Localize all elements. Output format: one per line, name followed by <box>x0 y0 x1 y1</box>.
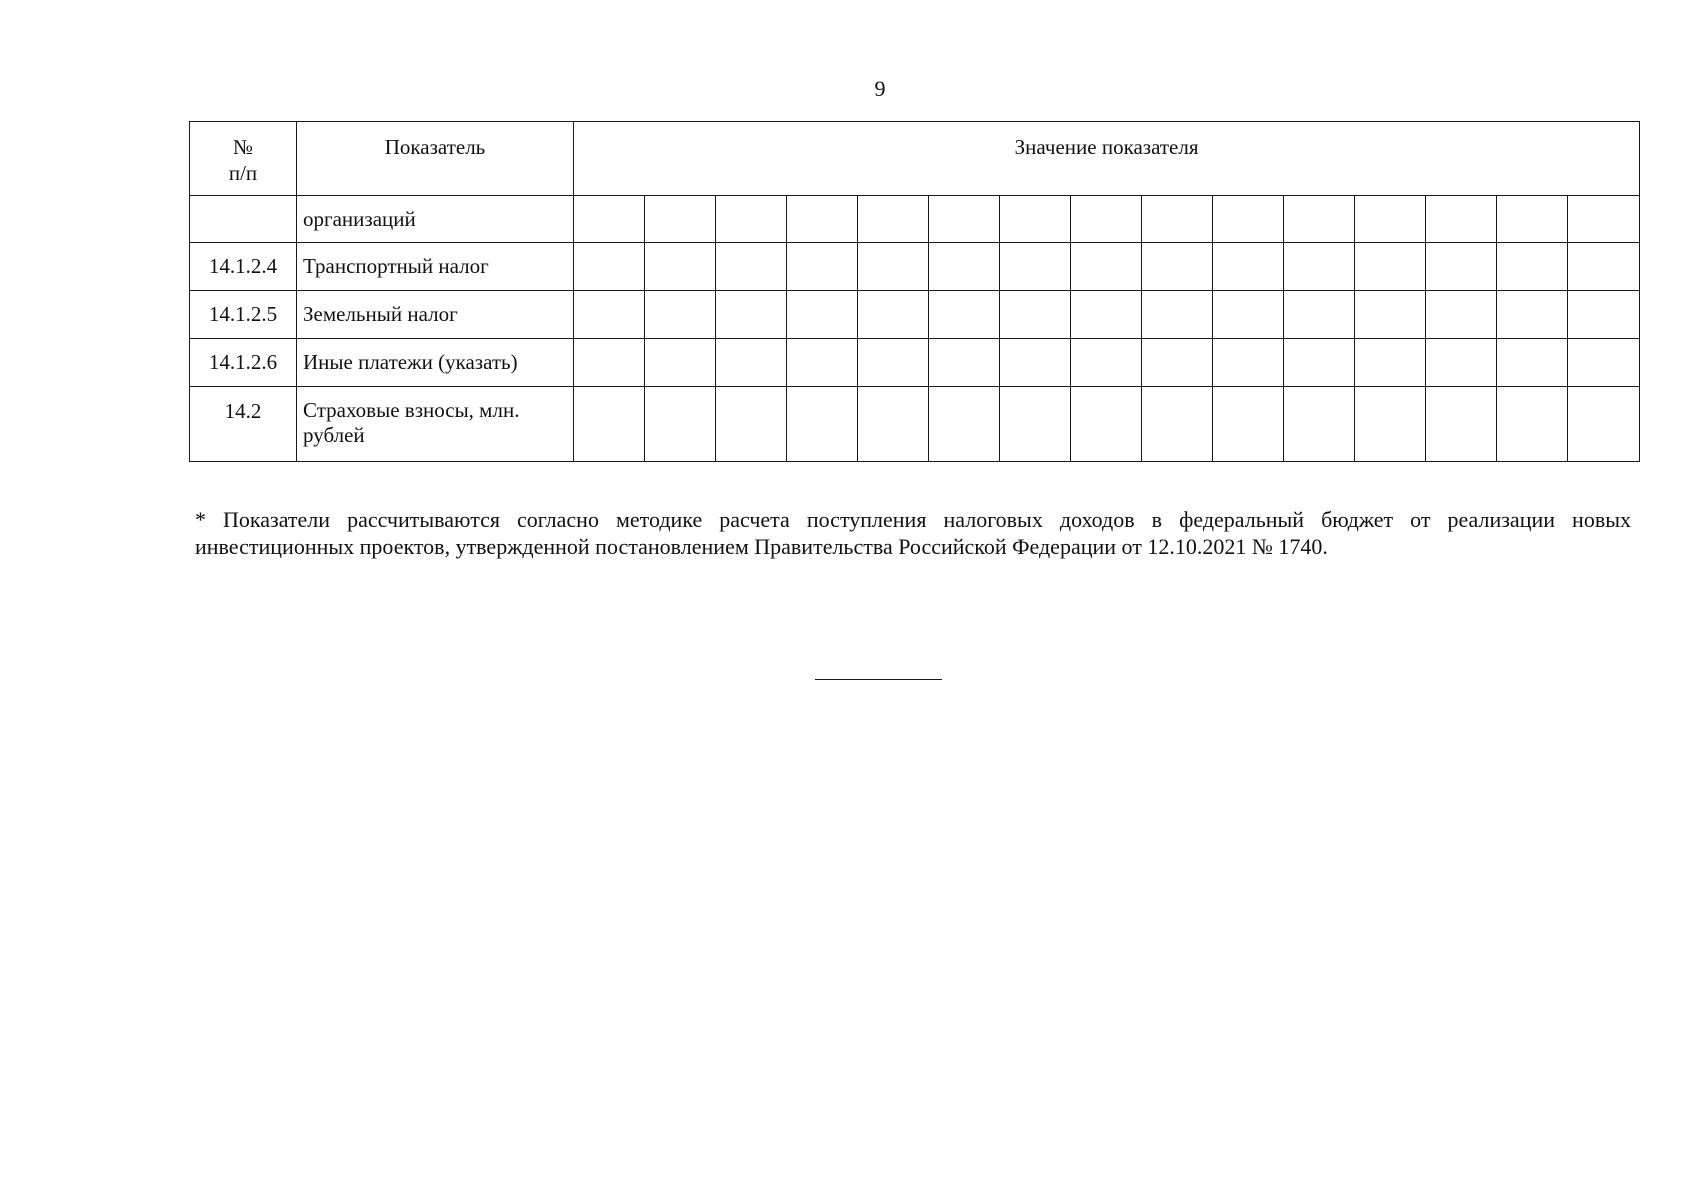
value-cell <box>1284 291 1355 339</box>
header-number <box>190 122 297 196</box>
table-row <box>190 196 1640 243</box>
value-cell <box>1497 387 1568 462</box>
table-row <box>190 387 1640 462</box>
value-cell <box>1568 339 1640 387</box>
value-cell <box>929 339 1000 387</box>
value-cell <box>787 291 858 339</box>
value-cell <box>787 339 858 387</box>
page-number: 9 <box>874 76 886 101</box>
row-indicator: Иные платежи (указать) <box>297 339 574 387</box>
value-cell <box>1000 339 1071 387</box>
header-number-label: № п/п <box>228 135 258 185</box>
value-cell <box>1426 243 1497 291</box>
value-cell <box>929 387 1000 462</box>
value-cell <box>574 339 645 387</box>
row-number: 14.1.2.5 <box>190 291 297 339</box>
value-cell <box>1426 387 1497 462</box>
value-cell <box>1142 291 1213 339</box>
value-cell <box>1426 339 1497 387</box>
table-row <box>190 243 1640 291</box>
value-cell <box>1497 291 1568 339</box>
value-cell <box>1355 387 1426 462</box>
table-body <box>190 196 1640 462</box>
value-cell <box>1000 291 1071 339</box>
footnote-rule <box>815 679 942 680</box>
header-indicator-label: Показатель <box>384 135 486 159</box>
value-cell <box>574 291 645 339</box>
header-indicator <box>297 122 574 196</box>
value-cell <box>645 196 716 243</box>
row-indicator: Земельный налог <box>297 291 574 339</box>
value-cell <box>716 291 787 339</box>
value-cell <box>1497 243 1568 291</box>
value-cell <box>929 243 1000 291</box>
row-number: 14.2 <box>190 387 297 462</box>
row-indicator: Транспортный налог <box>297 243 574 291</box>
value-cell <box>574 196 645 243</box>
value-cell <box>1355 339 1426 387</box>
value-cell <box>858 196 929 243</box>
value-cell <box>645 339 716 387</box>
value-cell <box>787 196 858 243</box>
value-cell <box>1426 291 1497 339</box>
value-cell <box>1213 291 1284 339</box>
value-cell <box>1284 387 1355 462</box>
value-cell <box>929 196 1000 243</box>
value-cell <box>1497 196 1568 243</box>
value-cell <box>1142 196 1213 243</box>
value-cell <box>645 387 716 462</box>
value-cell <box>1355 243 1426 291</box>
row-indicator: Страховые взносы, млн. рублей <box>297 387 574 462</box>
value-cell <box>716 243 787 291</box>
value-cell <box>645 243 716 291</box>
value-cell <box>1355 291 1426 339</box>
value-cell <box>1142 243 1213 291</box>
value-cell <box>716 196 787 243</box>
value-cell <box>1284 243 1355 291</box>
value-cell <box>858 387 929 462</box>
table-header-row <box>190 122 1640 196</box>
value-cell <box>787 387 858 462</box>
value-cell <box>1213 387 1284 462</box>
header-value-label: Значение показателя <box>1014 135 1199 159</box>
value-cell <box>1000 387 1071 462</box>
value-cell <box>1497 339 1568 387</box>
value-cell <box>1355 196 1426 243</box>
row-number: 14.1.2.6 <box>190 339 297 387</box>
value-cell <box>574 243 645 291</box>
value-cell <box>1071 196 1142 243</box>
value-cell <box>574 387 645 462</box>
value-cell <box>716 387 787 462</box>
value-cell <box>645 291 716 339</box>
value-cell <box>1071 243 1142 291</box>
value-cell <box>787 243 858 291</box>
value-cell <box>1000 196 1071 243</box>
row-number: 14.1.2.4 <box>190 243 297 291</box>
footnote: * Показатели рассчитываются согласно методике расчета поступления налоговых доходов в федеральный бюджет от реализации новых инвестиционных проектов, утвержденной постановлением Правительства Российской Федерации от 12.10.2021 № 1740. <box>195 507 1631 559</box>
value-cell <box>1142 387 1213 462</box>
value-cell <box>1568 291 1640 339</box>
value-cell <box>858 243 929 291</box>
value-cell <box>1284 196 1355 243</box>
value-cell <box>1213 339 1284 387</box>
table-row <box>190 291 1640 339</box>
value-cell <box>1071 291 1142 339</box>
value-cell <box>1142 339 1213 387</box>
value-cell <box>1568 387 1640 462</box>
value-cell <box>858 291 929 339</box>
value-cell <box>716 339 787 387</box>
table-row <box>190 339 1640 387</box>
row-number <box>190 196 297 243</box>
indicators-table <box>189 121 1640 462</box>
value-cell <box>858 339 929 387</box>
value-cell <box>1071 339 1142 387</box>
value-cell <box>1213 243 1284 291</box>
header-value <box>574 122 1640 196</box>
value-cell <box>1568 243 1640 291</box>
value-cell <box>1284 339 1355 387</box>
value-cell <box>1426 196 1497 243</box>
value-cell <box>929 291 1000 339</box>
row-indicator: организаций <box>297 196 574 243</box>
value-cell <box>1071 387 1142 462</box>
value-cell <box>1000 243 1071 291</box>
value-cell <box>1213 196 1284 243</box>
value-cell <box>1568 196 1640 243</box>
